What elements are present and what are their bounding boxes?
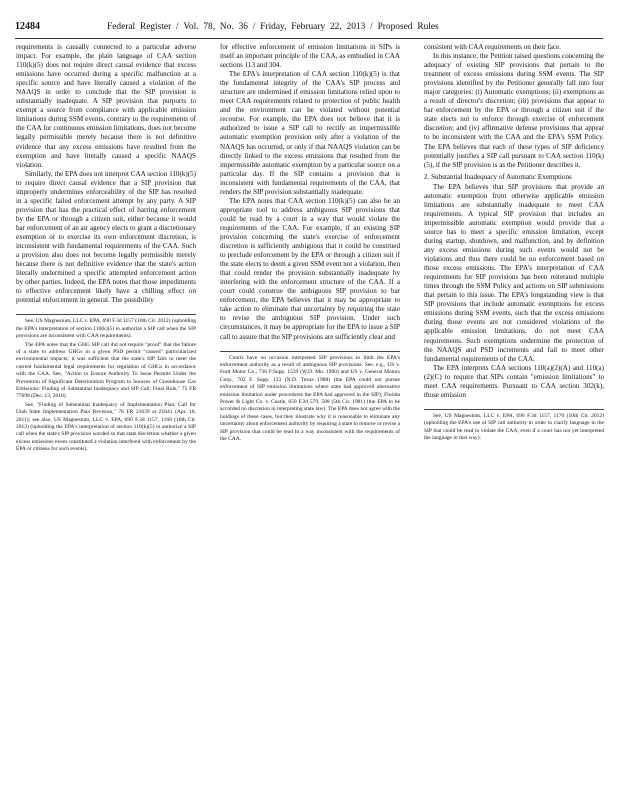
footnotes — [220, 351, 400, 444]
paragraph: The EPA interprets CAA sections 110(a)(2)(A) and 110(a)(2)(C) to require that SIPs contain "emission limitations" to meet CAA requirements. Pursuant to CAA section 302(k), those emission — [424, 363, 604, 399]
column-2 — [220, 43, 400, 791]
header-rule — [15, 38, 603, 39]
column-3 — [424, 43, 604, 791]
page-header — [15, 20, 603, 34]
paragraph: The EPA notes that CAA section 110(k)(5) can also be an appropriate tool to address ambiguous SIP provisions that could be read by a court in a way that would violate the requirements of the CAA. For example, if an existing SIP provision concerning the state's exercise of enforcement discretion is sufficiently ambiguous that it could be construed to preclude enforcement by the EPA or through a citizen suit if the state elects to deem a given SSM event not a violation, then that could render the provision substantially inadequate by interfering with the enforcement structure of the CAA. If a court could construe the ambiguous SIP provision to bar enforcement, the EPA believes that it may be appropriate to take action to eliminate that uncertainty by requiring the state to revise the ambiguous SIP provision. Under such circumstances, it may be appropriate for the EPA to issue a SIP call to assure that the SIP provisions are sufficiently clear and — [220, 196, 400, 341]
paragraph: The EPA believes that SIP provisions that provide an automatic exemption from otherwise applicable emission limitations are substantially inadequate to meet CAA requirements. A typical SIP provision that includes an impermissible automatic exemption would provide that a source has to meet a specific emission limitation, except during startup, shutdown, and malfunction, and by definition any excess emissions during such events would not be violations and thus there could be no enforcement based on those excess emissions. The EPA's interpretation of CAA requirements for SIP provisions has been reiterated multiple times through the SSM Policy and actions on SIP submissions that pertain to this issue. The EPA's longstanding view is that SIP provisions that include automatic exemptions for excess emissions during SSM events, such that the excess emissions during those events are not considered violations of the applicable emission limitations, do not meet CAA requirements. Such exemptions undermine the protection of the NAAQS and PSD increments and fail to meet other fundamental requirements of the CAA. — [424, 182, 604, 363]
footnote: The EPA notes that the GHG SIP call did not require "proof" that the failure of a state to address GHGs in a given PSD permit "caused" particularized environmental impacts; it was sufficient that the state's SIP fails to meet the current fundamental legal requirements for regulation of GHGs in accordance with the CAA. See, "Action to Ensure Authority To Issue Permits Under the Prevention of Significant Deterioration Program to Sources of Greenhouse Gas Emissions: Finding of Substantial Inadequacy and SIP Call; Final Rule," 75 FR 77698 (Dec. 13, 2010). — [16, 341, 196, 400]
paragraph: In this instance, the Petition raised questions concerning the adequacy of existing SIP provisions that pertain to the treatment of excess emissions during SSM events. The SIP provisions identified by the Petitioner generally fall into four major categories: (i) Automatic exemptions; (ii) exemptions as a result of director's discretion; (iii) provisions that appear to bar enforcement by the EPA or through a citizen suit if the state elects not to enforce through exercise of enforcement discretion; and (iv) affirmative defense provisions that appear to be inconsistent with the CAA and the EPA's SSM Policy. The EPA believes that each of these types of SIP deficiency potentially justifies a SIP call pursuant to CAA section 110(k)(5), if the SIP provision is as the Petitioner describes it. — [424, 52, 604, 169]
paragraph: for effective enforcement of emission limitations in SIPs is itself an important principle of the CAA, as embodied in CAA sections 113 and 304. — [220, 43, 400, 70]
paragraph: consistent with CAA requirements on their face. — [424, 43, 561, 51]
footnote: Courts have on occasion interpreted SIP provisions to limit the EPA's enforcement authority as a result of ambiguous SIP provisions. See, e.g., US v. Ford Motor Co., 736 F.Supp. 1539 (W.D. Mo. 1990) and US v. General Motors Corp., 702 F. Supp. 133 (N.D. Texas 1988) (the EPA could not pursue enforcement of SIP emission limitations where state had approved alternative emission limitation under procedures the EPA had approved in the SIP); Florida Power & Light Co. v. Costle, 650 F.2d 579, 588 (5th Cir. 1981) (the EPA to be accorded no discretion in interpreting state law). The EPA does not agree with the holdings of these cases, but they illustrate why it is reasonable to eliminate any uncertainty about enforcement authority by requiring a state to remove or revise a SIP provision that could be read in a way inconsistent with the requirements of the CAA. — [220, 354, 400, 443]
paragraph: The EPA's interpretation of CAA section 110(k)(5) is that the fundamental integrity of the CAA's SIP process and structure are undermined if emission limitations relied upon to meet CAA requirements related to protection of public health and the environment can be violated without potential recourse. For example, the EPA does not believe that it is authorized to issue a SIP call to rectify an impermissible automatic exemption provision only after a violation of the NAAQS has occurred, or only if that NAAQS violation can be directly linked to the excess emissions that resulted from the impermissible automatic exemption by a particular source on a particular day. If the SIP contains a provision that is inconsistent with fundamental requirements of the CAA, that renders the SIP provision substantially inadequate. — [220, 70, 400, 196]
footnote: See, "Finding of Substantial Inadequacy of Implementation Plan; Call for Utah State Implementation Plan Revision," 76 FR 21639 at 21641 (Apr. 18, 2011); see also, US Magnesium, LLC v. EPA, 690 F.3d 1157, 1168 (10th Cir. 2012) (upholding the EPA's interpretation of section 110(k)(5) to authorize a SIP call when the state's SIP provision worded so that state discretion whether a given excess emissions event constituted a violation interfered with enforcement by the EPA or citizens for such events). — [16, 401, 196, 453]
footnotes — [424, 409, 604, 443]
section-heading: 2. Substantial Inadequacy of Automatic Exemptions — [424, 172, 572, 181]
running-head: Federal Register / Vol. 78, No. 36 / Friday, February 22, 2013 / Proposed Rules — [107, 22, 439, 32]
page-number: 12484 — [15, 21, 40, 32]
column-1 — [16, 43, 196, 791]
paragraph: Similarly, the EPA does not interpret CAA section 110(k)(5) to require direct causal evidence that a SIP provision that improperly undermines enforceability of the SIP has resulted in a specific failed enforcement attempt by any party. A SIP provision that has the practical effect of barring enforcement by the EPA or through a citizen suit, either because it would bar enforcement of an air agency elects to grant a discretionary exemption or to exercise its own enforcement discretion, is inconsistent with fundamental requirements of the CAA. Such a provision also does not become legally permissible merely because there is not definitive evidence that the state's action literally undermined a specific attempted enforcement action by other parties. Indeed, the EPA notes that those impediments to effective enforcement likely have a chilling effect on potential enforcement in general. The possibility — [16, 169, 196, 305]
footnote: See, US Magnesium, LLC v. EPA, 690 F.3d 1157 (10th Cir. 2012) (upholding the EPA's interpretation of section 110(k)(5) to authorize a SIP call when the SIP provisions are inconsistent with CAA requirements). — [16, 318, 196, 340]
footnote: See, US Magnesium, LLC v. EPA, 690 F.3d 1157, 1170 (10th Cir. 2012) (upholding the EPA's use of SIP call authority in order to clarify language in the SIP that could be read to violate the CAA, even if a court has not yet interpreted the language in that way). — [424, 412, 604, 442]
footnotes — [16, 314, 196, 453]
paragraph: requirements is causally connected to a particular adverse impact. For example, the plain language of CAA section 110(k)(5) does not require direct causal evidence that excess emissions have occurred during a specific malfunction at a specific source and have literally caused a violation of the NAAQS in order to conclude that the SIP provision is substantially inadequate. A SIP provision that purports to exempt a source from compliance with applicable emission limitations during SSM events, contrary to the requirements of the CAA for continuous emission limitations, does not become legally permissible merely because there is not definitive evidence that any excess emissions have resulted from the exemption and have literally caused a specific NAAQS violation. — [16, 43, 196, 169]
